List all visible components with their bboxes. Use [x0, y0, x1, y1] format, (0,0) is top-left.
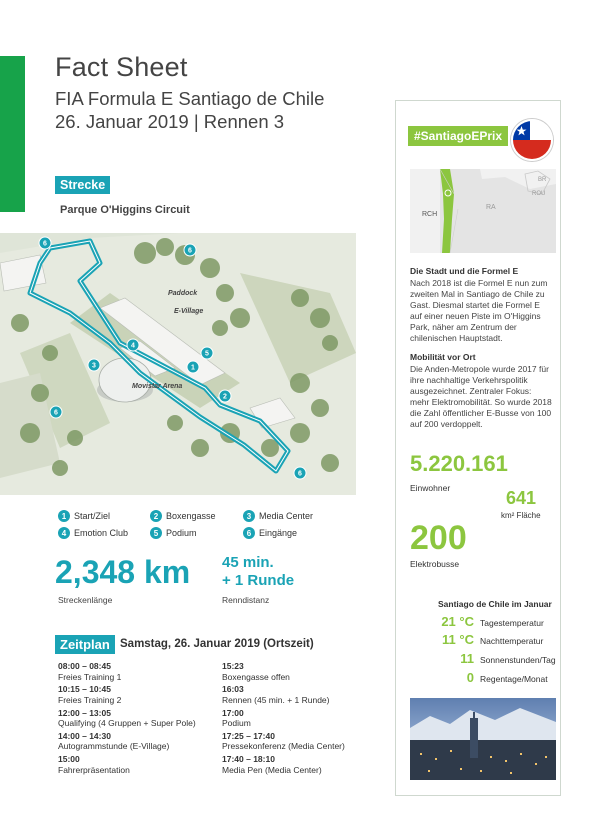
population-value: 5.220.161: [410, 451, 508, 476]
accent-bar: [0, 56, 25, 212]
map-marker: [127, 339, 139, 351]
legend-item: 6 Eingänge: [243, 527, 297, 539]
ebus-value: 200: [410, 519, 467, 557]
page-title: Fact Sheet: [55, 52, 188, 82]
south-america-map: [410, 169, 556, 253]
svg-text:6: 6: [188, 247, 192, 255]
map-marker: [187, 361, 199, 373]
br-label: BR: [538, 177, 547, 183]
map-marker: [88, 359, 100, 371]
rch-label: RCH: [422, 211, 438, 218]
schedule-item: 08:00 – 08:45 Freies Training 1: [58, 661, 122, 682]
schedule-item: 17:25 – 17:40 Pressekonferenz (Media Center): [222, 730, 345, 752]
map-marker: [39, 237, 51, 249]
legend-item: 1 Start/Ziel: [58, 510, 110, 522]
schedule-item: 10:15 – 10:45 Freies Training 2: [58, 684, 122, 705]
event-title: FIA Formula E Santiago de Chile: [55, 88, 325, 109]
svg-text:6: 6: [43, 240, 47, 248]
zeitplan-label: Zeitplan: [55, 635, 115, 654]
ra-label: RA: [486, 204, 496, 211]
schedule-item: 16:03 Rennen (45 min. + 1 Runde): [222, 684, 330, 705]
race-distance-line1: 45 min.: [222, 554, 274, 571]
area-value: 641: [506, 488, 537, 508]
info-sidebar: #SantiagoEPrix RCH RA ROU BR Die Stadt und die Formel E Nach 2018 ist die Formel E nun zum zweiten Mal in Santiago de Chile zu Gast. Diesmal startet die Formel E auf einer neuen Piste im O'Higgins Park, näher am Zentrum der chilenischen Hauptstadt. Mobilität vor Ort Die Anden-Metropole wurde 2017 für ihre nachhaltige Verkehrspolitik ausgezeichnet. Zentraler Fokus: mehr Elektromobilität. So wurde 2018 die Zahl öffentlicher E-Busse von 100 auf 200 verdoppelt. 5.220.161 Einwohner 641 km² Fläche 200 Elektrobusse Santiago de Chile im Januar 21 °C Tagestemperatur 11 °C Nachttemperatur 11 Sonnenstunden/Tag 0 Regentage/Monat: [395, 100, 561, 796]
track-length-label: Streckenlänge: [58, 595, 113, 605]
map-marker: [201, 347, 213, 359]
schedule-left: [58, 661, 196, 777]
race-distance-line2: + 1 Runde: [222, 572, 295, 589]
city-heading: Die Stadt und die Formel E: [410, 266, 519, 276]
legend-item: 3 Media Center: [243, 510, 313, 522]
svg-text:5: 5: [205, 350, 209, 358]
svg-text:6: 6: [54, 409, 58, 417]
legend-item: 4 Emotion Club: [58, 527, 128, 539]
schedule-item: 17:00 Podium: [222, 707, 251, 729]
evillage-label: E-Village: [174, 308, 204, 315]
population-label: Einwohner: [410, 483, 451, 493]
chile-flag-icon: [511, 119, 553, 161]
circuit-map: [0, 233, 356, 495]
zeitplan-date: Samstag, 26. Januar 2019 (Ortszeit): [120, 638, 314, 650]
rou-label: ROU: [532, 191, 546, 197]
paddock-label: Paddock: [168, 290, 198, 297]
area-label: km² Fläche: [501, 511, 541, 520]
svg-text:2: 2: [223, 393, 227, 401]
track-length-value: 2,348 km: [55, 554, 191, 590]
legend-item: 2 Boxengasse: [150, 510, 216, 522]
santiago-skyline-photo: [410, 698, 556, 780]
arena-label: Movistar Arena: [132, 383, 183, 390]
svg-text:4: 4: [131, 342, 135, 350]
schedule-item: 17:40 – 18:10 Media Pen (Media Center): [222, 754, 322, 775]
svg-text:3: 3: [92, 362, 96, 370]
city-text: Nach 2018 ist die Formel E nun zum zweiten Mal in Santiago de Chile zu Gast. Diesmal startet die Formel E auf einer neuen Piste im O'Higgins Park, näher am Zentrum der chilenischen Hauptstadt.: [410, 278, 548, 344]
schedule-item: 15:23 Boxengasse offen: [222, 661, 290, 682]
schedule-item: 14:00 – 14:30 Autogrammstunde (E-Village): [58, 730, 170, 752]
schedule-item: 15:00 Fahrerpräsentation: [58, 754, 130, 775]
svg-text:6: 6: [298, 470, 302, 478]
map-marker: [184, 244, 196, 256]
legend-item: 5 Podium: [150, 527, 197, 539]
strecke-label: Strecke: [55, 176, 110, 194]
mobility-text: Die Anden-Metropole wurde 2017 für ihre nachhaltige Verkehrspolitik ausgezeichnet. Zentraler Fokus: mehr Elektromobilität. So wurde 2018 die Zahl öffentlicher E-Busse von 100 auf 200 verdoppelt.: [410, 364, 552, 430]
event-date: 26. Januar 2019 | Rennen 3: [55, 111, 285, 132]
svg-text:1: 1: [191, 364, 195, 372]
map-marker: [50, 406, 62, 418]
climate-heading: Santiago de Chile im Januar: [438, 599, 552, 609]
schedule-item: 12:00 – 13:05 Qualifying (4 Gruppen + Super Pole): [58, 707, 196, 729]
circuit-name: Parque O'Higgins Circuit: [60, 204, 190, 216]
schedule-right: [222, 661, 345, 777]
ebus-label: Elektrobusse: [410, 559, 460, 569]
map-marker: [219, 390, 231, 402]
race-distance-label: Renndistanz: [222, 595, 270, 605]
mobility-heading: Mobilität vor Ort: [410, 352, 476, 362]
map-marker: [294, 467, 306, 479]
hashtag-badge: #SantiagoEPrix: [408, 126, 508, 146]
